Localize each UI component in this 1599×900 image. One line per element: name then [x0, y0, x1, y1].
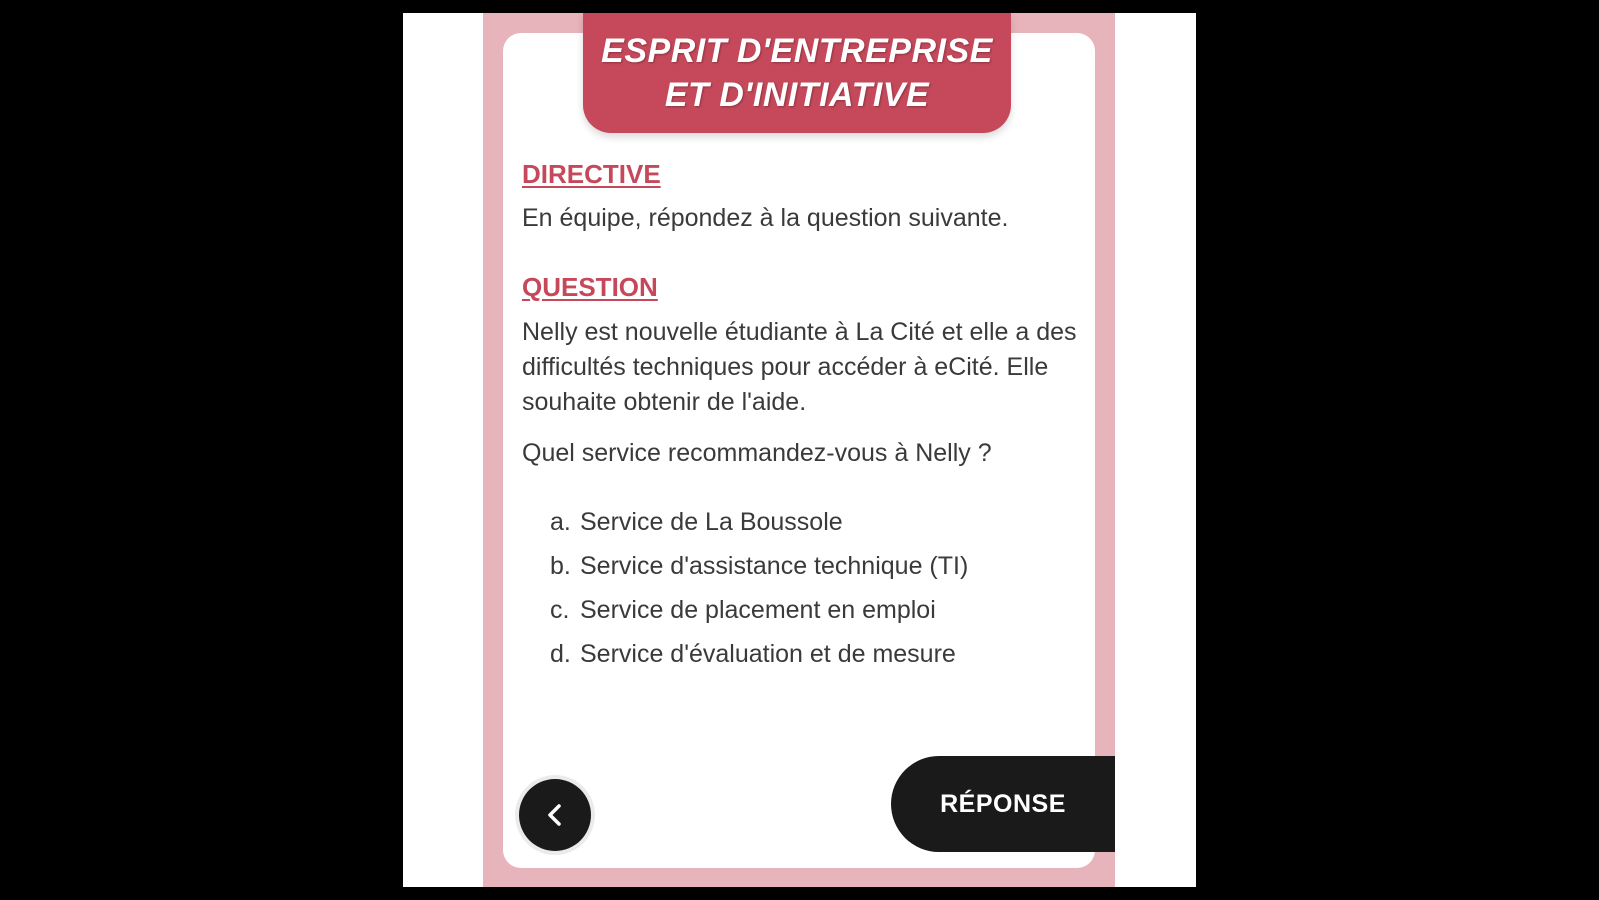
- card-title: [583, 13, 1011, 133]
- answer-options: [550, 500, 968, 676]
- question-prompt: Quel service recommandez-vous à Nelly ?: [522, 439, 992, 467]
- question-label: QUESTION: [522, 272, 658, 302]
- directive-text: En équipe, répondez à la question suivante.: [522, 204, 1009, 232]
- answer-button-label: RÉPONSE: [940, 789, 1066, 818]
- option-text: Service d'évaluation et de mesure: [580, 640, 956, 668]
- option-text: Service d'assistance technique (TI): [580, 552, 969, 580]
- back-button[interactable]: [519, 779, 591, 851]
- activity-screen: [403, 13, 1196, 887]
- option-letter: c.: [550, 596, 570, 624]
- option-c: [550, 588, 968, 632]
- option-letter: d.: [550, 640, 571, 668]
- option-letter: a.: [550, 508, 571, 536]
- option-d: [550, 632, 968, 676]
- option-text: Service de placement en emploi: [580, 596, 936, 624]
- chevron-left-icon: [541, 801, 569, 829]
- directive-label: DIRECTIVE: [522, 159, 661, 189]
- question-text: Nelly est nouvelle étudiante à La Cité et elle a des difficultés techniques pour accéder à eCité. Elle souhaite obtenir de l'aide.: [522, 318, 1077, 416]
- card-title-line-1: ESPRIT D'ENTREPRISE: [601, 32, 993, 70]
- option-a: [550, 500, 968, 544]
- answer-button[interactable]: [891, 756, 1115, 852]
- option-letter: b.: [550, 552, 571, 580]
- option-text: Service de La Boussole: [580, 508, 843, 536]
- card-title-line-2: ET D'INITIATIVE: [664, 76, 930, 114]
- option-b: [550, 544, 968, 588]
